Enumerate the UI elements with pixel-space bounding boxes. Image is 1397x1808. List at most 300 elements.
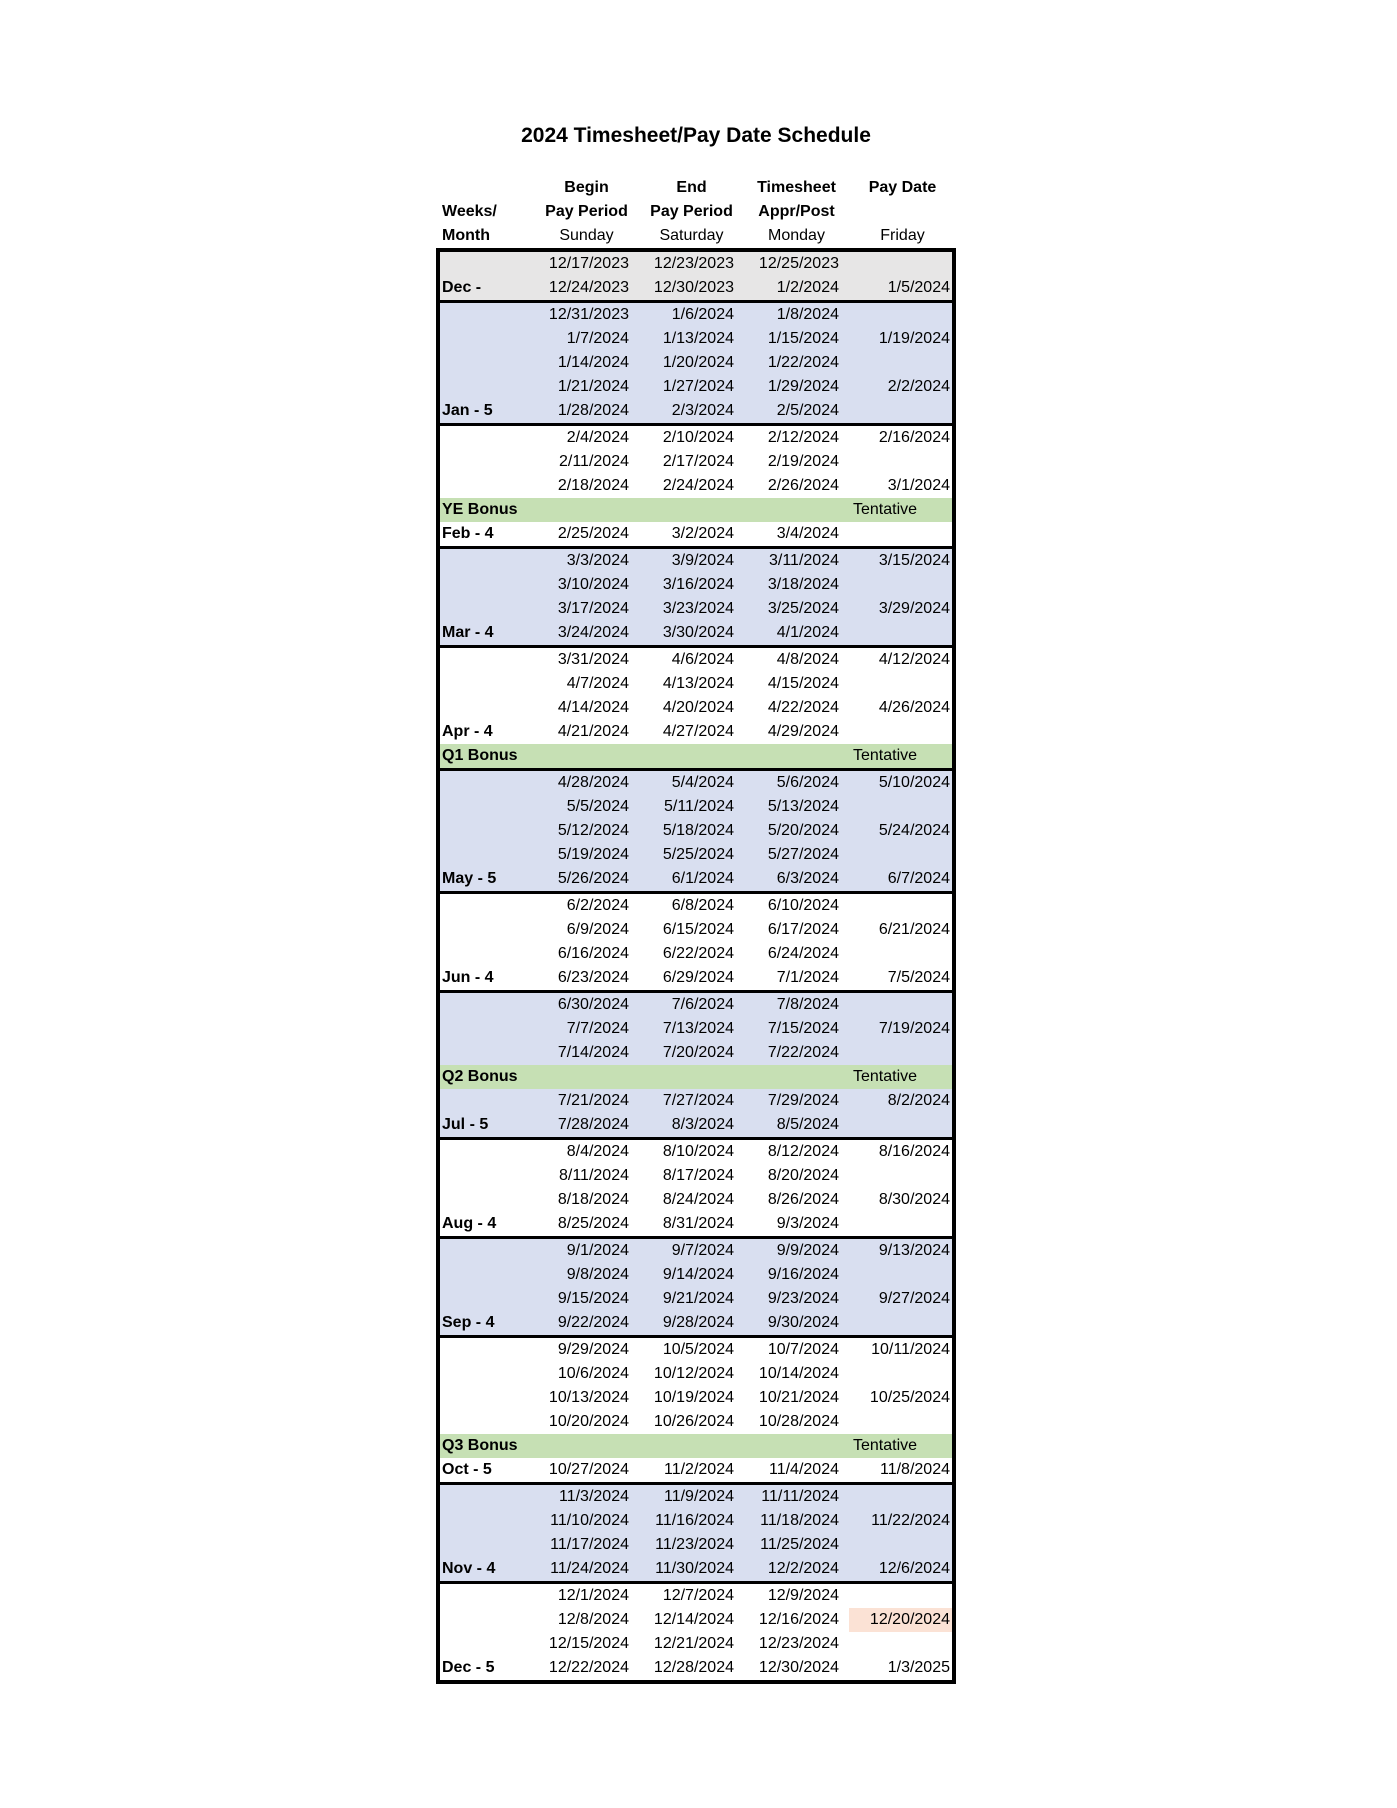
timesheet-date-cell: 5/27/2024: [767, 846, 839, 863]
begin-date-cell: 9/1/2024: [566, 1242, 629, 1259]
pay-date-cell: [849, 450, 952, 474]
pay-schedule-sheet: [436, 176, 956, 1684]
header-cell: Weeks/: [442, 203, 497, 220]
end-date-cell: 12/21/2024: [653, 1635, 734, 1652]
pay-date-cell: 6/7/2024: [887, 870, 950, 887]
end-date-cell: 8/31/2024: [662, 1215, 734, 1232]
begin-date-cell: 8/18/2024: [557, 1191, 629, 1208]
timesheet-date-cell: 7/22/2024: [767, 1044, 839, 1061]
begin-date-cell: 12/15/2024: [548, 1635, 629, 1652]
begin-date-cell: 3/3/2024: [566, 552, 629, 569]
table-row: [440, 1017, 952, 1041]
end-date-cell: 10/26/2024: [653, 1413, 734, 1430]
pay-date-cell: [849, 1584, 952, 1608]
pay-date-cell: 8/30/2024: [878, 1191, 950, 1208]
begin-date-cell: 2/18/2024: [557, 477, 629, 494]
begin-date-cell: 1/7/2024: [566, 330, 629, 347]
header-cell: Friday: [880, 227, 925, 244]
pay-date-cell: [849, 1632, 952, 1656]
end-date-cell: 9/21/2024: [662, 1290, 734, 1307]
month-label-cell: [440, 942, 534, 966]
end-date-cell: 8/10/2024: [662, 1143, 734, 1160]
pay-date-cell: [849, 720, 952, 744]
pay-date-cell: Tentative: [853, 1437, 918, 1454]
month-label-cell: [440, 1509, 534, 1533]
pay-date-cell: [849, 894, 952, 918]
timesheet-date-cell: 1/8/2024: [776, 306, 839, 323]
month-label-cell: Dec -: [442, 279, 482, 296]
month-label-cell: [440, 1410, 534, 1434]
begin-date-cell: 1/21/2024: [557, 378, 629, 395]
begin-date-cell: 4/21/2024: [557, 723, 629, 740]
timesheet-date-cell: 8/5/2024: [776, 1116, 839, 1133]
begin-date-cell: 7/14/2024: [557, 1044, 629, 1061]
end-date-cell: 3/30/2024: [662, 624, 734, 641]
end-date-cell: 1/13/2024: [662, 330, 734, 347]
table-row: [440, 597, 952, 621]
month-group: [440, 645, 952, 768]
header-cell: Pay Date: [868, 179, 937, 196]
pay-date-cell: 9/27/2024: [878, 1290, 950, 1307]
table-row: [440, 276, 952, 300]
timesheet-date-cell: [744, 744, 849, 768]
pay-date-cell: 8/2/2024: [887, 1092, 950, 1109]
header-cell: [436, 176, 534, 200]
table-row: [440, 573, 952, 597]
begin-date-cell: [534, 1434, 639, 1458]
header-row-2: [436, 200, 956, 224]
begin-date-cell: 8/4/2024: [566, 1143, 629, 1160]
month-label-cell: [440, 1533, 534, 1557]
begin-date-cell: 10/20/2024: [548, 1413, 629, 1430]
pay-date-cell: [849, 1485, 952, 1509]
end-date-cell: 10/12/2024: [653, 1365, 734, 1382]
pay-date-cell: 9/13/2024: [878, 1242, 950, 1259]
pay-date-cell: [849, 993, 952, 1017]
end-date-cell: 6/8/2024: [671, 897, 734, 914]
timesheet-date-cell: 12/25/2023: [758, 255, 839, 272]
timesheet-date-cell: 4/22/2024: [767, 699, 839, 716]
table-row: [440, 252, 952, 276]
end-date-cell: 11/23/2024: [655, 1536, 734, 1553]
pay-date-cell: 8/16/2024: [878, 1143, 950, 1160]
timesheet-date-cell: 2/26/2024: [767, 477, 839, 494]
table-row: [440, 1212, 952, 1236]
header-cell: [849, 200, 956, 224]
timesheet-date-cell: 1/22/2024: [767, 354, 839, 371]
table-row: [440, 1239, 952, 1263]
month-label-cell: [440, 252, 534, 276]
begin-date-cell: 11/10/2024: [550, 1512, 629, 1529]
timesheet-date-cell: 10/7/2024: [767, 1341, 839, 1358]
begin-date-cell: 1/28/2024: [557, 402, 629, 419]
month-label-cell: May - 5: [442, 870, 497, 887]
begin-date-cell: [534, 498, 639, 522]
month-label-cell: [440, 993, 534, 1017]
pay-date-cell: [849, 399, 952, 423]
timesheet-date-cell: 12/30/2024: [758, 1659, 839, 1676]
timesheet-date-cell: 12/16/2024: [758, 1611, 839, 1628]
pay-date-cell: [849, 522, 952, 546]
timesheet-date-cell: 9/9/2024: [776, 1242, 839, 1259]
pay-date-cell: [849, 1263, 952, 1287]
timesheet-date-cell: 1/2/2024: [776, 279, 839, 296]
begin-date-cell: 10/27/2024: [548, 1461, 629, 1478]
timesheet-date-cell: 7/29/2024: [767, 1092, 839, 1109]
begin-date-cell: 9/22/2024: [557, 1314, 629, 1331]
end-date-cell: 5/18/2024: [662, 822, 734, 839]
pay-date-cell: 11/22/2024: [871, 1512, 950, 1529]
table-row: [440, 819, 952, 843]
begin-date-cell: 3/31/2024: [557, 651, 629, 668]
table-row: [440, 474, 952, 498]
table-row: [440, 522, 952, 546]
pay-date-cell: Tentative: [853, 501, 918, 518]
begin-date-cell: 6/23/2024: [557, 969, 629, 986]
timesheet-date-cell: 1/15/2024: [767, 330, 839, 347]
end-date-cell: [639, 1065, 744, 1089]
table-row: [440, 1311, 952, 1335]
table-row: [440, 399, 952, 423]
table-row: [440, 1041, 952, 1065]
month-label-cell: [440, 597, 534, 621]
schedule-table-body: [436, 248, 956, 1684]
timesheet-date-cell: 10/21/2024: [758, 1389, 839, 1406]
end-date-cell: 2/17/2024: [662, 453, 734, 470]
pay-date-cell: 4/26/2024: [878, 699, 950, 716]
month-group: [440, 1581, 952, 1680]
table-row: [440, 1533, 952, 1557]
timesheet-date-cell: [744, 1434, 849, 1458]
timesheet-date-cell: 6/3/2024: [776, 870, 839, 887]
begin-date-cell: 12/31/2023: [548, 306, 629, 323]
pay-date-cell: [849, 1410, 952, 1434]
end-date-cell: 6/22/2024: [662, 945, 734, 962]
table-row: [440, 1656, 952, 1680]
begin-date-cell: 12/1/2024: [557, 1587, 629, 1604]
begin-date-cell: 6/9/2024: [566, 921, 629, 938]
begin-date-cell: 10/6/2024: [557, 1365, 629, 1382]
month-label-cell: Q2 Bonus: [442, 1068, 518, 1085]
begin-date-cell: 8/11/2024: [559, 1167, 629, 1184]
header-cell: Pay Period: [650, 203, 733, 220]
begin-date-cell: 4/28/2024: [557, 774, 629, 791]
table-row: [440, 771, 952, 795]
month-label-cell: YE Bonus: [442, 501, 518, 518]
month-group: [440, 891, 952, 990]
end-date-cell: 8/24/2024: [662, 1191, 734, 1208]
begin-date-cell: 12/17/2023: [548, 255, 629, 272]
month-label-cell: Nov - 4: [442, 1560, 496, 1577]
end-date-cell: 6/29/2024: [662, 969, 734, 986]
pay-date-cell: 1/19/2024: [878, 330, 950, 347]
table-row: [440, 303, 952, 327]
timesheet-date-cell: 7/15/2024: [767, 1020, 839, 1037]
header-cell: End: [676, 179, 707, 196]
pay-date-cell: [849, 1212, 952, 1236]
month-label-cell: [440, 1287, 534, 1311]
month-label-cell: [440, 696, 534, 720]
end-date-cell: 6/15/2024: [662, 921, 734, 938]
begin-date-cell: 2/11/2024: [559, 453, 629, 470]
header-cell: Sunday: [559, 227, 614, 244]
table-row: [440, 327, 952, 351]
table-row: [440, 918, 952, 942]
end-date-cell: 11/9/2024: [664, 1488, 734, 1505]
timesheet-date-cell: 11/25/2024: [760, 1536, 839, 1553]
end-date-cell: 5/11/2024: [664, 798, 734, 815]
table-row: [440, 351, 952, 375]
end-date-cell: 10/5/2024: [662, 1341, 734, 1358]
month-label-cell: [440, 375, 534, 399]
table-row: [440, 696, 952, 720]
header-row-1: [436, 176, 956, 200]
timesheet-date-cell: 11/18/2024: [760, 1512, 839, 1529]
table-row: [440, 549, 952, 573]
month-label-cell: [440, 327, 534, 351]
month-label-cell: [440, 1017, 534, 1041]
pay-date-cell: [849, 1533, 952, 1557]
begin-date-cell: 12/24/2023: [548, 279, 629, 296]
table-row: [440, 1509, 952, 1533]
pay-date-cell: [849, 351, 952, 375]
end-date-cell: 7/20/2024: [662, 1044, 734, 1061]
table-row: [440, 1386, 952, 1410]
pay-date-cell: [849, 942, 952, 966]
month-label-cell: [440, 894, 534, 918]
table-row: [440, 1188, 952, 1212]
timesheet-date-cell: 5/13/2024: [767, 798, 839, 815]
end-date-cell: 1/6/2024: [671, 306, 734, 323]
begin-date-cell: 10/13/2024: [548, 1389, 629, 1406]
month-group: [440, 546, 952, 645]
end-date-cell: 7/13/2024: [662, 1020, 734, 1037]
month-label-cell: [440, 1239, 534, 1263]
end-date-cell: 5/4/2024: [671, 774, 734, 791]
timesheet-date-cell: 9/23/2024: [767, 1290, 839, 1307]
begin-date-cell: [534, 744, 639, 768]
begin-date-cell: 8/25/2024: [557, 1215, 629, 1232]
pay-date-cell: 7/5/2024: [887, 969, 950, 986]
bonus-row: [440, 1434, 952, 1458]
end-date-cell: 2/3/2024: [671, 402, 734, 419]
timesheet-date-cell: 9/30/2024: [767, 1314, 839, 1331]
table-row: [440, 1338, 952, 1362]
end-date-cell: 4/13/2024: [662, 675, 734, 692]
month-label-cell: [440, 573, 534, 597]
end-date-cell: [639, 744, 744, 768]
pay-date-cell: [849, 1164, 952, 1188]
timesheet-date-cell: 7/1/2024: [776, 969, 839, 986]
month-label-cell: [440, 303, 534, 327]
month-label-cell: [440, 795, 534, 819]
month-group: [440, 1335, 952, 1482]
begin-date-cell: 3/17/2024: [557, 600, 629, 617]
end-date-cell: 2/10/2024: [662, 429, 734, 446]
begin-date-cell: 4/14/2024: [557, 699, 629, 716]
timesheet-date-cell: 4/8/2024: [776, 651, 839, 668]
end-date-cell: [639, 1434, 744, 1458]
end-date-cell: 3/16/2024: [662, 576, 734, 593]
timesheet-date-cell: [744, 1065, 849, 1089]
timesheet-date-cell: 11/11/2024: [761, 1488, 839, 1505]
timesheet-date-cell: 8/26/2024: [767, 1191, 839, 1208]
table-row: [440, 672, 952, 696]
timesheet-date-cell: 2/5/2024: [776, 402, 839, 419]
header-cell: Appr/Post: [758, 203, 835, 220]
begin-date-cell: 11/17/2024: [550, 1536, 629, 1553]
pay-date-cell: [849, 795, 952, 819]
end-date-cell: 9/14/2024: [662, 1266, 734, 1283]
end-date-cell: 10/19/2024: [653, 1389, 734, 1406]
table-row: [440, 426, 952, 450]
timesheet-date-cell: 8/12/2024: [767, 1143, 839, 1160]
page-title: 2024 Timesheet/Pay Date Schedule: [521, 124, 871, 147]
header-cell: Timesheet: [757, 179, 836, 196]
pay-date-cell: Tentative: [853, 1068, 918, 1085]
end-date-cell: 12/7/2024: [662, 1587, 734, 1604]
begin-date-cell: 5/12/2024: [557, 822, 629, 839]
begin-date-cell: 9/15/2024: [557, 1290, 629, 1307]
month-label-cell: [440, 1362, 534, 1386]
month-label-cell: Q3 Bonus: [442, 1437, 518, 1454]
month-label-cell: [440, 1485, 534, 1509]
table-row: [440, 894, 952, 918]
timesheet-date-cell: 12/2/2024: [767, 1560, 839, 1577]
month-label-cell: [440, 819, 534, 843]
timesheet-date-cell: 3/25/2024: [767, 600, 839, 617]
end-date-cell: 3/23/2024: [662, 600, 734, 617]
begin-date-cell: 6/30/2024: [557, 996, 629, 1013]
pay-date-cell: 10/25/2024: [869, 1389, 950, 1406]
timesheet-date-cell: 10/14/2024: [758, 1365, 839, 1382]
table-row: [440, 795, 952, 819]
end-date-cell: 3/9/2024: [671, 552, 734, 569]
header-cell: Saturday: [659, 227, 724, 244]
month-label-cell: [440, 1338, 534, 1362]
end-date-cell: 12/14/2024: [653, 1611, 734, 1628]
month-label-cell: [440, 1386, 534, 1410]
table-row: [440, 1485, 952, 1509]
month-label-cell: [440, 1263, 534, 1287]
begin-date-cell: 3/24/2024: [557, 624, 629, 641]
end-date-cell: 11/2/2024: [664, 1461, 734, 1478]
month-label-cell: [440, 918, 534, 942]
timesheet-date-cell: 2/19/2024: [767, 453, 839, 470]
begin-date-cell: [534, 1065, 639, 1089]
month-label-cell: [440, 1188, 534, 1212]
pay-date-cell: 2/2/2024: [887, 378, 950, 395]
end-date-cell: 6/1/2024: [671, 870, 734, 887]
timesheet-date-cell: 12/9/2024: [767, 1587, 839, 1604]
pay-date-cell: [849, 843, 952, 867]
pay-date-cell: 5/24/2024: [878, 822, 950, 839]
begin-date-cell: 3/10/2024: [557, 576, 629, 593]
pay-date-cell: 12/20/2024: [849, 1608, 952, 1632]
timesheet-date-cell: 4/1/2024: [776, 624, 839, 641]
month-label-cell: [440, 549, 534, 573]
table-row: [440, 1113, 952, 1137]
table-row: [440, 621, 952, 645]
end-date-cell: 4/27/2024: [662, 723, 734, 740]
month-label-cell: [440, 1140, 534, 1164]
month-label-cell: [440, 1041, 534, 1065]
timesheet-date-cell: 4/15/2024: [767, 675, 839, 692]
table-row: [440, 1410, 952, 1434]
pay-date-cell: 11/8/2024: [880, 1461, 950, 1478]
month-group: [440, 1137, 952, 1236]
table-row: [440, 843, 952, 867]
table-row: [440, 942, 952, 966]
timesheet-date-cell: 12/23/2024: [758, 1635, 839, 1652]
timesheet-date-cell: 5/20/2024: [767, 822, 839, 839]
header-cell: Begin: [564, 179, 609, 196]
table-row: [440, 993, 952, 1017]
table-row: [440, 966, 952, 990]
table-row: [440, 1263, 952, 1287]
end-date-cell: 12/23/2023: [653, 255, 734, 272]
month-label-cell: [440, 1164, 534, 1188]
timesheet-date-cell: 9/16/2024: [767, 1266, 839, 1283]
pay-date-cell: [849, 1311, 952, 1335]
table-row: [440, 1458, 952, 1482]
table-row: [440, 1632, 952, 1656]
pay-date-cell: 3/1/2024: [887, 477, 950, 494]
table-row: [440, 1140, 952, 1164]
pay-date-cell: 7/19/2024: [878, 1020, 950, 1037]
month-label-cell: Apr - 4: [442, 723, 493, 740]
begin-date-cell: 5/26/2024: [557, 870, 629, 887]
begin-date-cell: 9/29/2024: [557, 1341, 629, 1358]
begin-date-cell: 1/14/2024: [557, 354, 629, 371]
pay-date-cell: 6/21/2024: [878, 921, 950, 938]
month-label-cell: Dec - 5: [442, 1659, 495, 1676]
begin-date-cell: 11/3/2024: [559, 1488, 629, 1505]
month-label-cell: Sep - 4: [442, 1314, 495, 1331]
header-cell: Pay Period: [545, 203, 628, 220]
bonus-row: [440, 744, 952, 768]
month-label-cell: Jun - 4: [442, 969, 494, 986]
timesheet-date-cell: 6/10/2024: [767, 897, 839, 914]
timesheet-date-cell: 2/12/2024: [767, 429, 839, 446]
month-label-cell: [440, 450, 534, 474]
timesheet-date-cell: 9/3/2024: [776, 1215, 839, 1232]
table-row: [440, 1164, 952, 1188]
timesheet-date-cell: 1/29/2024: [767, 378, 839, 395]
month-label-cell: Jul - 5: [442, 1116, 489, 1133]
month-label-cell: [440, 474, 534, 498]
month-group: [440, 423, 952, 546]
month-label-cell: [440, 426, 534, 450]
end-date-cell: 11/30/2024: [655, 1560, 734, 1577]
end-date-cell: 1/20/2024: [662, 354, 734, 371]
month-label-cell: [440, 843, 534, 867]
month-label-cell: Feb - 4: [442, 525, 494, 542]
end-date-cell: 2/24/2024: [662, 477, 734, 494]
table-row: [440, 1362, 952, 1386]
begin-date-cell: 6/16/2024: [557, 945, 629, 962]
month-group: [440, 1236, 952, 1335]
end-date-cell: 7/27/2024: [662, 1092, 734, 1109]
pay-date-cell: 4/12/2024: [878, 651, 950, 668]
month-label-cell: [440, 1608, 534, 1632]
month-label-cell: Mar - 4: [442, 624, 494, 641]
month-group: [440, 252, 952, 300]
end-date-cell: 7/6/2024: [671, 996, 734, 1013]
month-label-cell: [440, 1632, 534, 1656]
timesheet-date-cell: 4/29/2024: [767, 723, 839, 740]
pay-date-cell: 3/29/2024: [878, 600, 950, 617]
